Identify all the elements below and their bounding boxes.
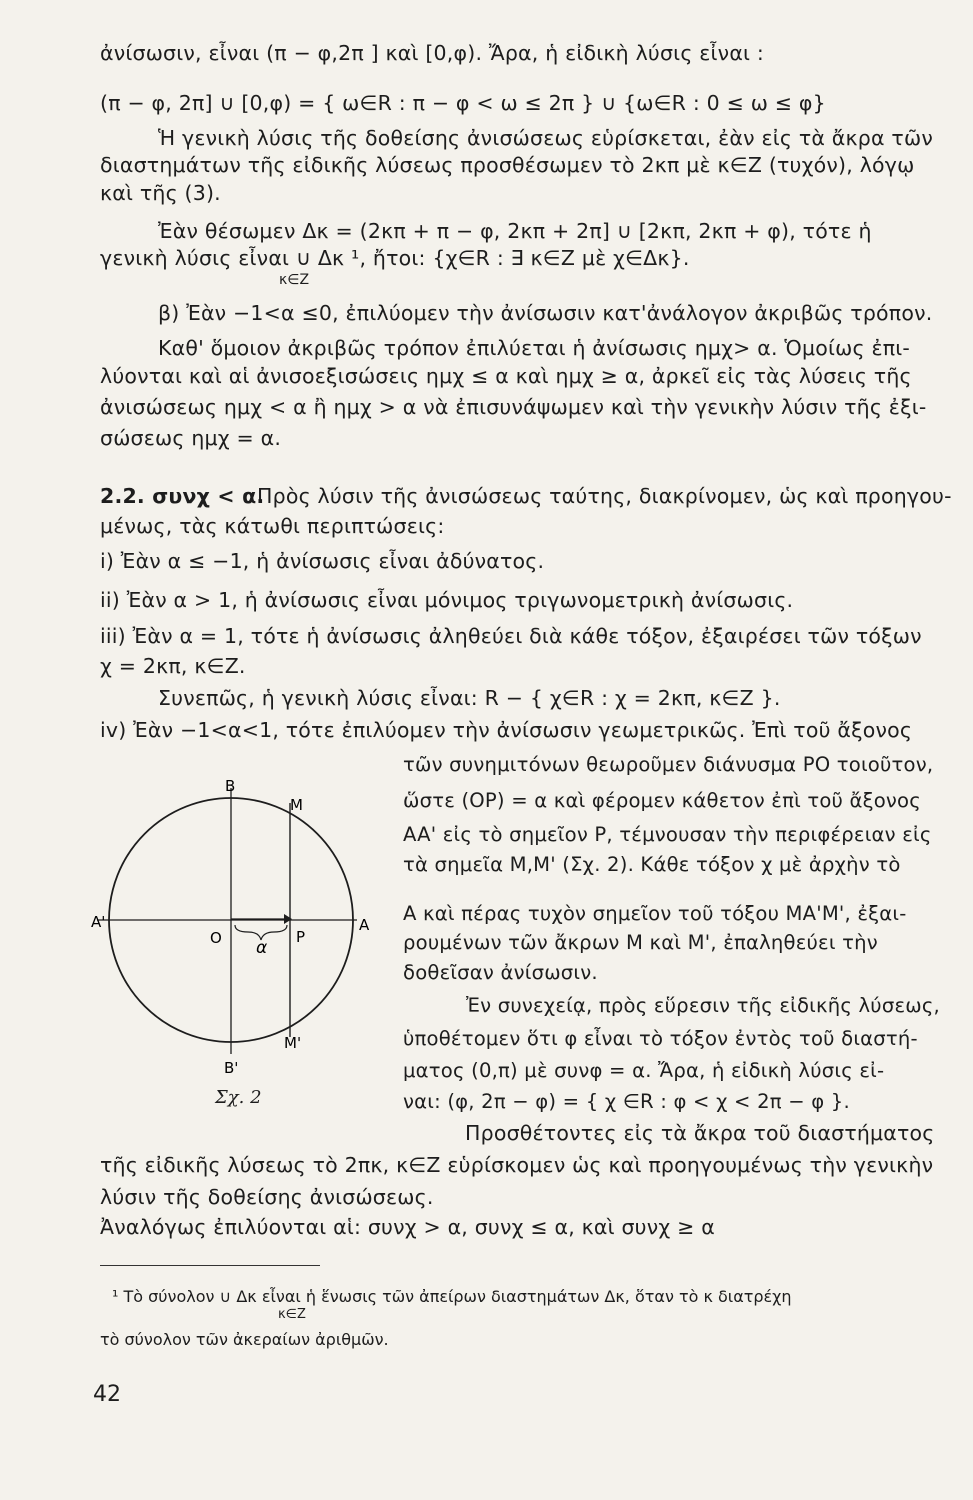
text-line: Πρὸς λύσιν τῆς ἀνισώσεως ταύτης, διακρίνομεν, ὡς καὶ προηγου- [257, 484, 952, 508]
text-line: μένως, τὰς κάτωθι περιπτώσεις: [100, 514, 445, 538]
text-line: τῶν συνημιτόνων θεωροῦμεν διάνυσμα PO τοιοῦτον, [403, 753, 934, 776]
math-line: (π − φ, 2π] ∪ [0,φ) = { ω∈R : π − φ < ω ≤ 2π } ∪ {ω∈R : 0 ≤ ω ≤ φ} [100, 91, 826, 115]
text-line: ii) Ἐὰν α > 1, ἡ ἀνίσωσις εἶναι μόνιμος τριγωνομετρικὴ ἀνίσωσις. [100, 588, 794, 612]
page-number: 42 [93, 1382, 121, 1407]
text-line: λύσιν τῆς δοθείσης ἀνισώσεως. [100, 1185, 434, 1209]
union-subscript: κ∈Z [279, 272, 310, 288]
figure-caption: Σχ. 2 [215, 1087, 262, 1108]
text-line: χ = 2κπ, κ∈Z. [100, 654, 246, 678]
vector-arrow-icon [284, 914, 292, 924]
label-b: B [225, 777, 236, 795]
text-line: καὶ τῆς (3). [100, 181, 221, 205]
footnote-rule [100, 1265, 320, 1266]
text-line: Ἐν συνεχείᾳ, πρὸς εὕρεσιν τῆς εἰδικῆς λύσεως, [466, 994, 940, 1017]
text-line: διαστημάτων τῆς εἰδικῆς λύσεως προσθέσωμεν τὸ 2κπ μὲ κ∈Z (τυχόν), λόγῳ [100, 153, 915, 177]
text-line: A καὶ πέρας τυχὸν σημεῖον τοῦ τόξου MA'M', ἐξαι- [403, 902, 907, 925]
text-line: δοθεῖσαν ἀνίσωσιν. [403, 961, 598, 984]
text-line: ἀνίσωσιν, εἶναι (π − φ,2π ] καὶ [0,φ). Ἄρα, ἡ εἰδικὴ λύσις εἶναι : [100, 41, 765, 65]
footnote-line: ¹ Τὸ σύνολον ∪ Δκ εἶναι ἡ ἕνωσις τῶν ἀπείρων διαστημάτων Δκ, ὅταν τὸ κ διατρέχη [112, 1287, 792, 1306]
footnote-subscript: κ∈Z [278, 1307, 306, 1322]
section-heading: 2.2. συνχ < α. [100, 484, 265, 508]
text-line: β) Ἐὰν −1<α ≤0, ἐπιλύομεν τὴν ἀνίσωσιν κατ'ἀνάλογον ἀκριβῶς τρόπον. [158, 301, 933, 325]
text-line: τῆς εἰδικῆς λύσεως τὸ 2πκ, κ∈Z εὑρίσκομεν ὡς καὶ προηγουμένως τὴν γενικὴν [100, 1153, 934, 1177]
text-line: ματος (0,π) μὲ συνφ = α. Ἄρα, ἡ εἰδικὴ λύσις εἰ- [403, 1059, 885, 1082]
text-line: γενικὴ λύσις εἶναι ∪ Δκ ¹, ἤτοι: {χ∈R : ∃ κ∈Z μὲ χ∈Δκ}. [100, 246, 690, 270]
text-line: ὥστε (OP) = α καὶ φέρομεν κάθετον ἐπὶ τοῦ ἄξονος [403, 789, 921, 812]
text-line: ὑποθέτομεν ὅτι φ εἶναι τὸ τόξον ἐντὸς τοῦ διαστή- [403, 1027, 918, 1050]
text-line: Προσθέτοντες εἰς τὰ ἄκρα τοῦ διαστήματος [465, 1121, 935, 1145]
text-line: Καθ' ὅμοιον ἀκριβῶς τρόπον ἐπιλύεται ἡ ἀνίσωσις ημχ> α. Ὁμοίως ἐπι- [158, 336, 911, 360]
text-line: λύονται καὶ αἱ ἀνισοεξισώσεις ημχ ≤ α καὶ ημχ ≥ α, ἀρκεῖ εἰς τὰς λύσεις τῆς [100, 364, 912, 388]
text-line: σώσεως ημχ = α. [100, 426, 282, 450]
label-a: A [359, 916, 370, 934]
footnote-line: τὸ σύνολον τῶν ἀκεραίων ἀριθμῶν. [100, 1330, 389, 1349]
label-m-prime: M' [284, 1034, 302, 1052]
text-line: Ἐὰν θέσωμεν Δκ = (2κπ + π − φ, 2κπ + 2π] ∪ [2κπ, 2κπ + φ), τότε ἡ [158, 219, 872, 243]
text-line: i) Ἐὰν α ≤ −1, ἡ ἀνίσωσις εἶναι ἀδύνατος. [100, 549, 545, 573]
label-alpha: α [256, 938, 268, 958]
label-a-prime: A' [91, 913, 106, 931]
text-line: AA' εἰς τὸ σημεῖον P, τέμνουσαν τὴν περιφέρειαν εἰς [403, 823, 932, 846]
text-line: ρουμένων τῶν ἄκρων M καὶ M', ἐπαληθεύει τὴν [403, 931, 878, 954]
label-m: M [290, 796, 303, 814]
text-line: iii) Ἐὰν α = 1, τότε ἡ ἀνίσωσις ἀληθεύει διὰ κάθε τόξον, ἐξαιρέσει τῶν τόξων [100, 624, 922, 648]
text-line: Ἡ γενικὴ λύσις τῆς δοθείσης ἀνισώσεως εὑρίσκεται, ἐὰν εἰς τὰ ἄκρα τῶν [158, 126, 933, 150]
text-line: Συνεπῶς, ἡ γενικὴ λύσις εἶναι: R − { χ∈R : χ = 2κπ, κ∈Z }. [158, 686, 781, 710]
text-line: iv) Ἐὰν −1<α<1, τότε ἐπιλύομεν τὴν ἀνίσωσιν γεωμετρικῶς. Ἐπὶ τοῦ ἄξονος [100, 718, 913, 742]
label-p: P [296, 928, 306, 946]
label-o: O [210, 929, 222, 947]
text-line: ἀνισώσεως ημχ < α ἢ ημχ > α νὰ ἐπισυνάψωμεν καὶ τὴν γενικὴν λύσιν τῆς ἐξι- [100, 395, 927, 419]
unit-circle-figure [85, 770, 390, 1090]
text-line: ναι: (φ, 2π − φ) = { χ ∈R : φ < χ < 2π − φ }. [403, 1090, 850, 1113]
text-line: Ἀναλόγως ἐπιλύονται αἱ: συνχ > α, συνχ ≤ α, καὶ συνχ ≥ α [100, 1215, 715, 1239]
label-b-prime: B' [224, 1059, 239, 1077]
text-line: τὰ σημεῖα M,M' (Σχ. 2). Κάθε τόξον χ μὲ ἀρχὴν τὸ [403, 853, 901, 876]
